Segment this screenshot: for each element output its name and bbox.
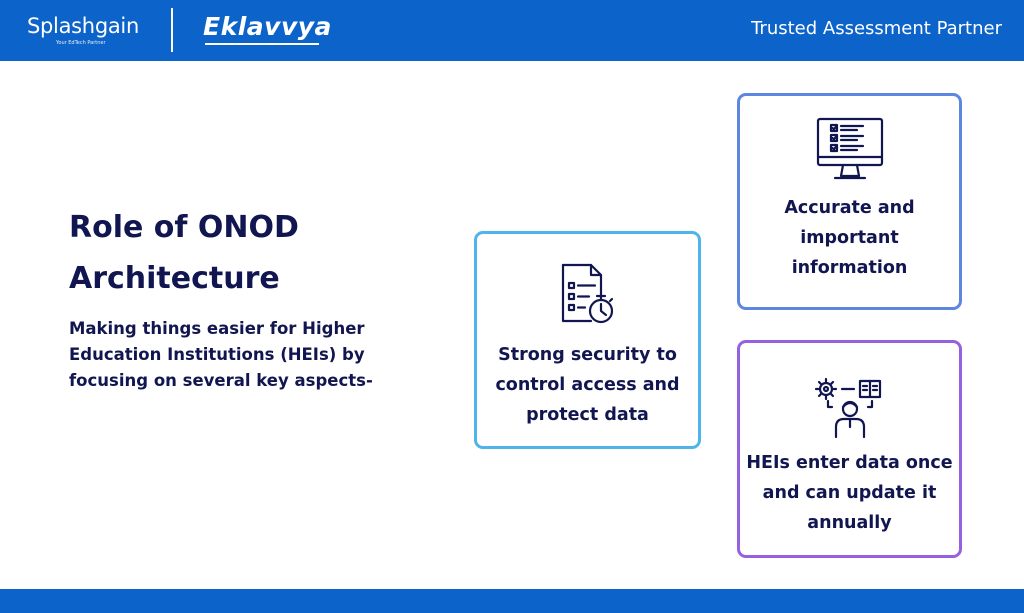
splashgain-logo: Splashgain [27,14,139,38]
person-gear-book-icon [814,375,886,441]
header-tagline: Trusted Assessment Partner [751,18,1002,39]
page-title: Role of ONOD Architecture [69,210,299,296]
card-security-text: Strong security to control access and protect data [495,345,680,425]
eklavvya-logo: Eklavvya [203,12,332,41]
page-subtitle: Making things easier for Higher Education Institutions (HEIs) by focusing on several key aspects- [69,319,373,390]
monitor-checklist-icon [815,116,885,184]
document-timer-icon [557,261,619,327]
footer-bar [0,589,1024,613]
card-hei-data-entry [737,340,962,558]
card-hei-data-entry-text: HEIs enter data once and can update it annually [746,453,953,533]
splashgain-logo-tagline: Your EdTech Partner [56,40,106,46]
card-security [474,231,701,449]
card-accurate-info-text: Accurate and important information [784,198,915,278]
header-bar [0,0,1024,61]
logo-divider [171,8,173,52]
card-accurate-info [737,93,962,310]
eklavvya-logo-underline [205,43,319,45]
